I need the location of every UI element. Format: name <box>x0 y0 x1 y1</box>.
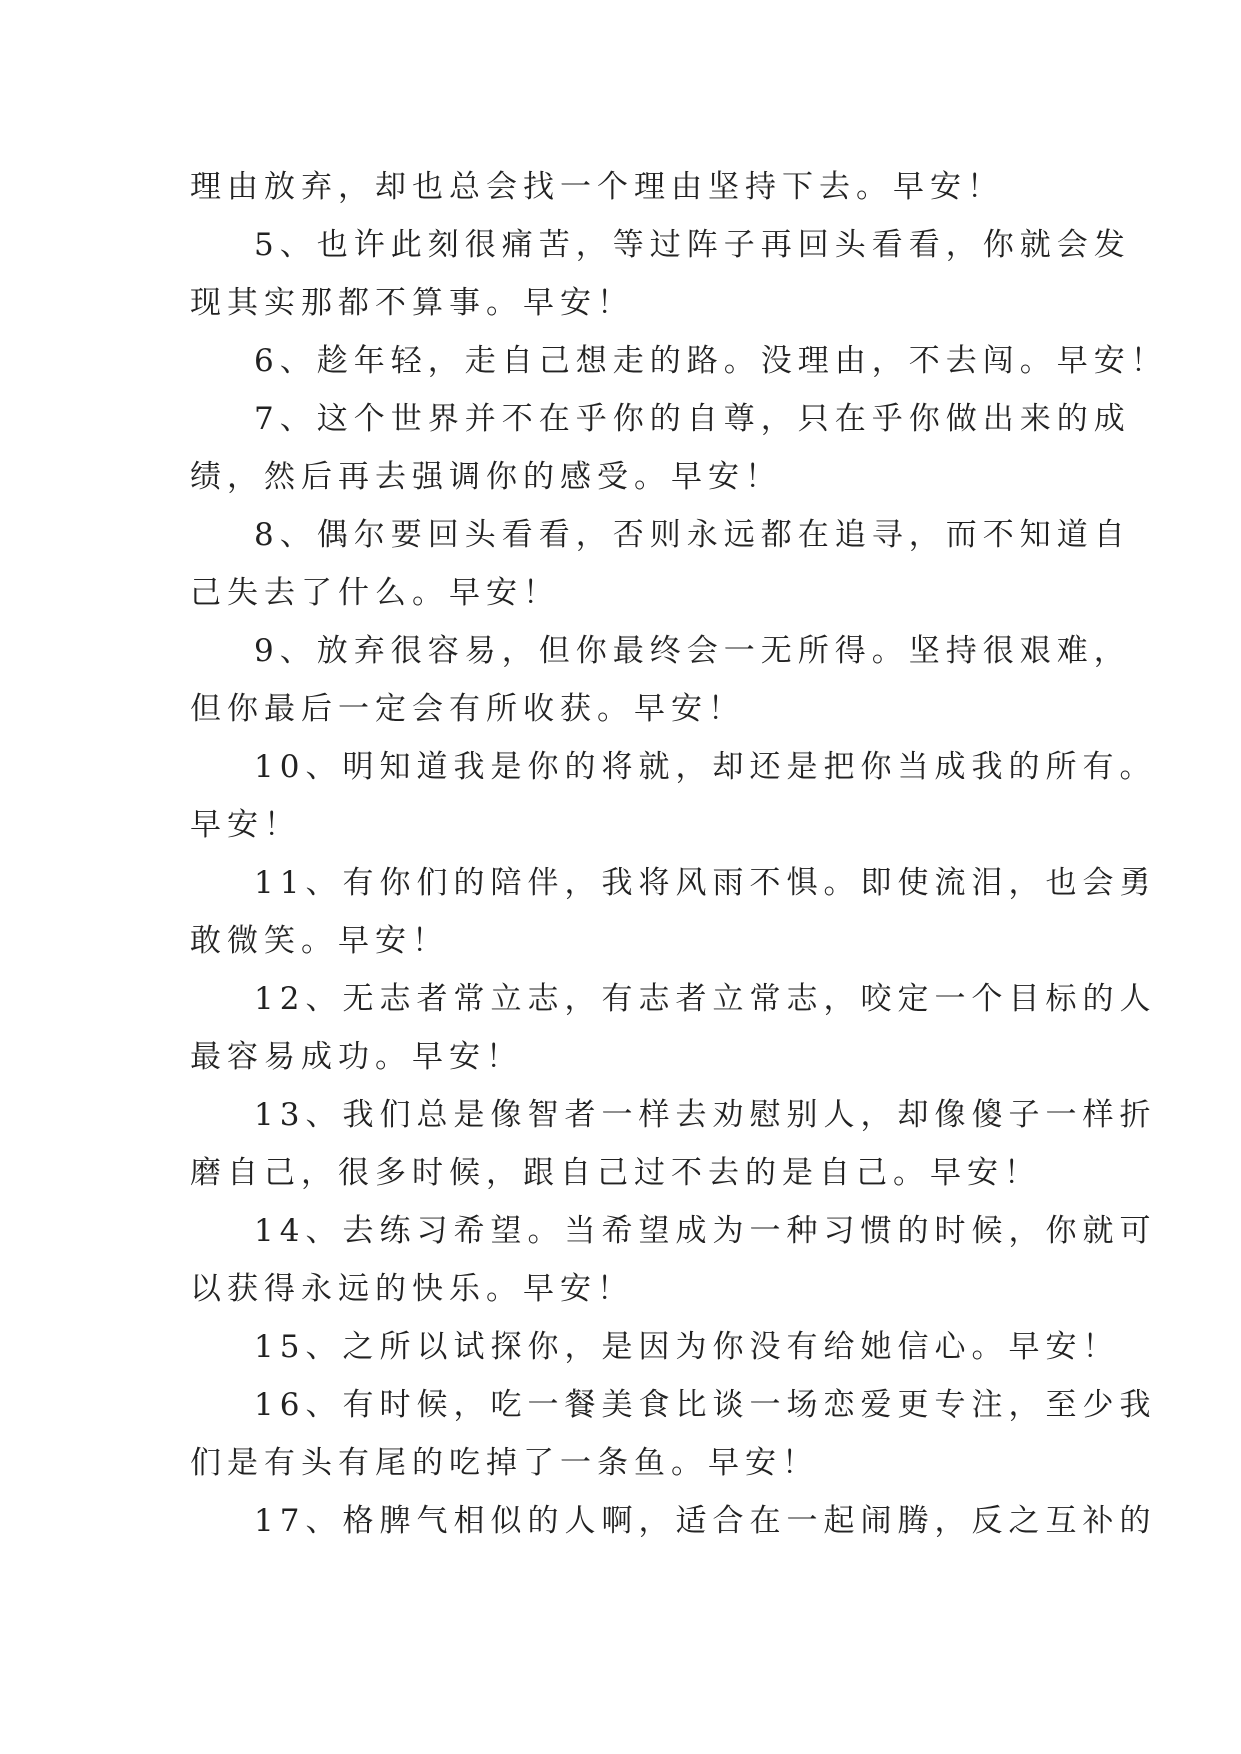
text-line: 14、去练习希望。当希望成为一种习惯的时候，你就可 <box>254 1213 1157 1249</box>
text-line: 们是有头有尾的吃掉了一条鱼。早安！ <box>190 1445 819 1481</box>
text-line: 13、我们总是像智者一样去劝慰别人，却像傻子一样折 <box>254 1097 1157 1133</box>
text-line: 最容易成功。早安！ <box>190 1039 523 1075</box>
text-line: 10、明知道我是你的将就，却还是把你当成我的所有。 <box>254 749 1157 785</box>
text-line: 5、也许此刻很痛苦，等过阵子再回头看看，你就会发 <box>254 227 1131 263</box>
text-line: 6、趁年轻，走自己想走的路。没理由，不去闯。早安！ <box>254 343 1168 379</box>
text-line: 9、放弃很容易，但你最终会一无所得。坚持很艰难， <box>254 633 1131 669</box>
text-line: 敢微笑。早安！ <box>190 923 449 959</box>
text-line: 7、这个世界并不在乎你的自尊，只在乎你做出来的成 <box>254 401 1131 437</box>
text-line: 现其实那都不算事。早安！ <box>190 285 634 321</box>
text-line: 11、有你们的陪伴，我将风雨不惧。即使流泪，也会勇 <box>254 865 1157 901</box>
text-line: 16、有时候，吃一餐美食比谈一场恋爱更专注，至少我 <box>254 1387 1157 1423</box>
text-line: 早安！ <box>190 807 301 843</box>
text-line: 12、无志者常立志，有志者立常志，咬定一个目标的人 <box>254 981 1157 1017</box>
text-line: 磨自己，很多时候，跟自己过不去的是自己。早安！ <box>190 1155 1041 1191</box>
text-line: 己失去了什么。早安！ <box>190 575 560 611</box>
text-line: 以获得永远的快乐。早安！ <box>190 1271 634 1307</box>
text-line: 17、格脾气相似的人啊，适合在一起闹腾，反之互补的 <box>254 1503 1157 1539</box>
text-line: 15、之所以试探你，是因为你没有给她信心。早安！ <box>254 1329 1120 1365</box>
document-body <box>190 158 1168 1550</box>
text-line: 绩，然后再去强调你的感受。早安！ <box>190 459 782 495</box>
text-line: 8、偶尔要回头看看，否则永远都在追寻，而不知道自 <box>254 517 1131 553</box>
text-line: 但你最后一定会有所收获。早安！ <box>190 691 745 727</box>
text-line: 理由放弃，却也总会找一个理由坚持下去。早安！ <box>190 169 1004 205</box>
